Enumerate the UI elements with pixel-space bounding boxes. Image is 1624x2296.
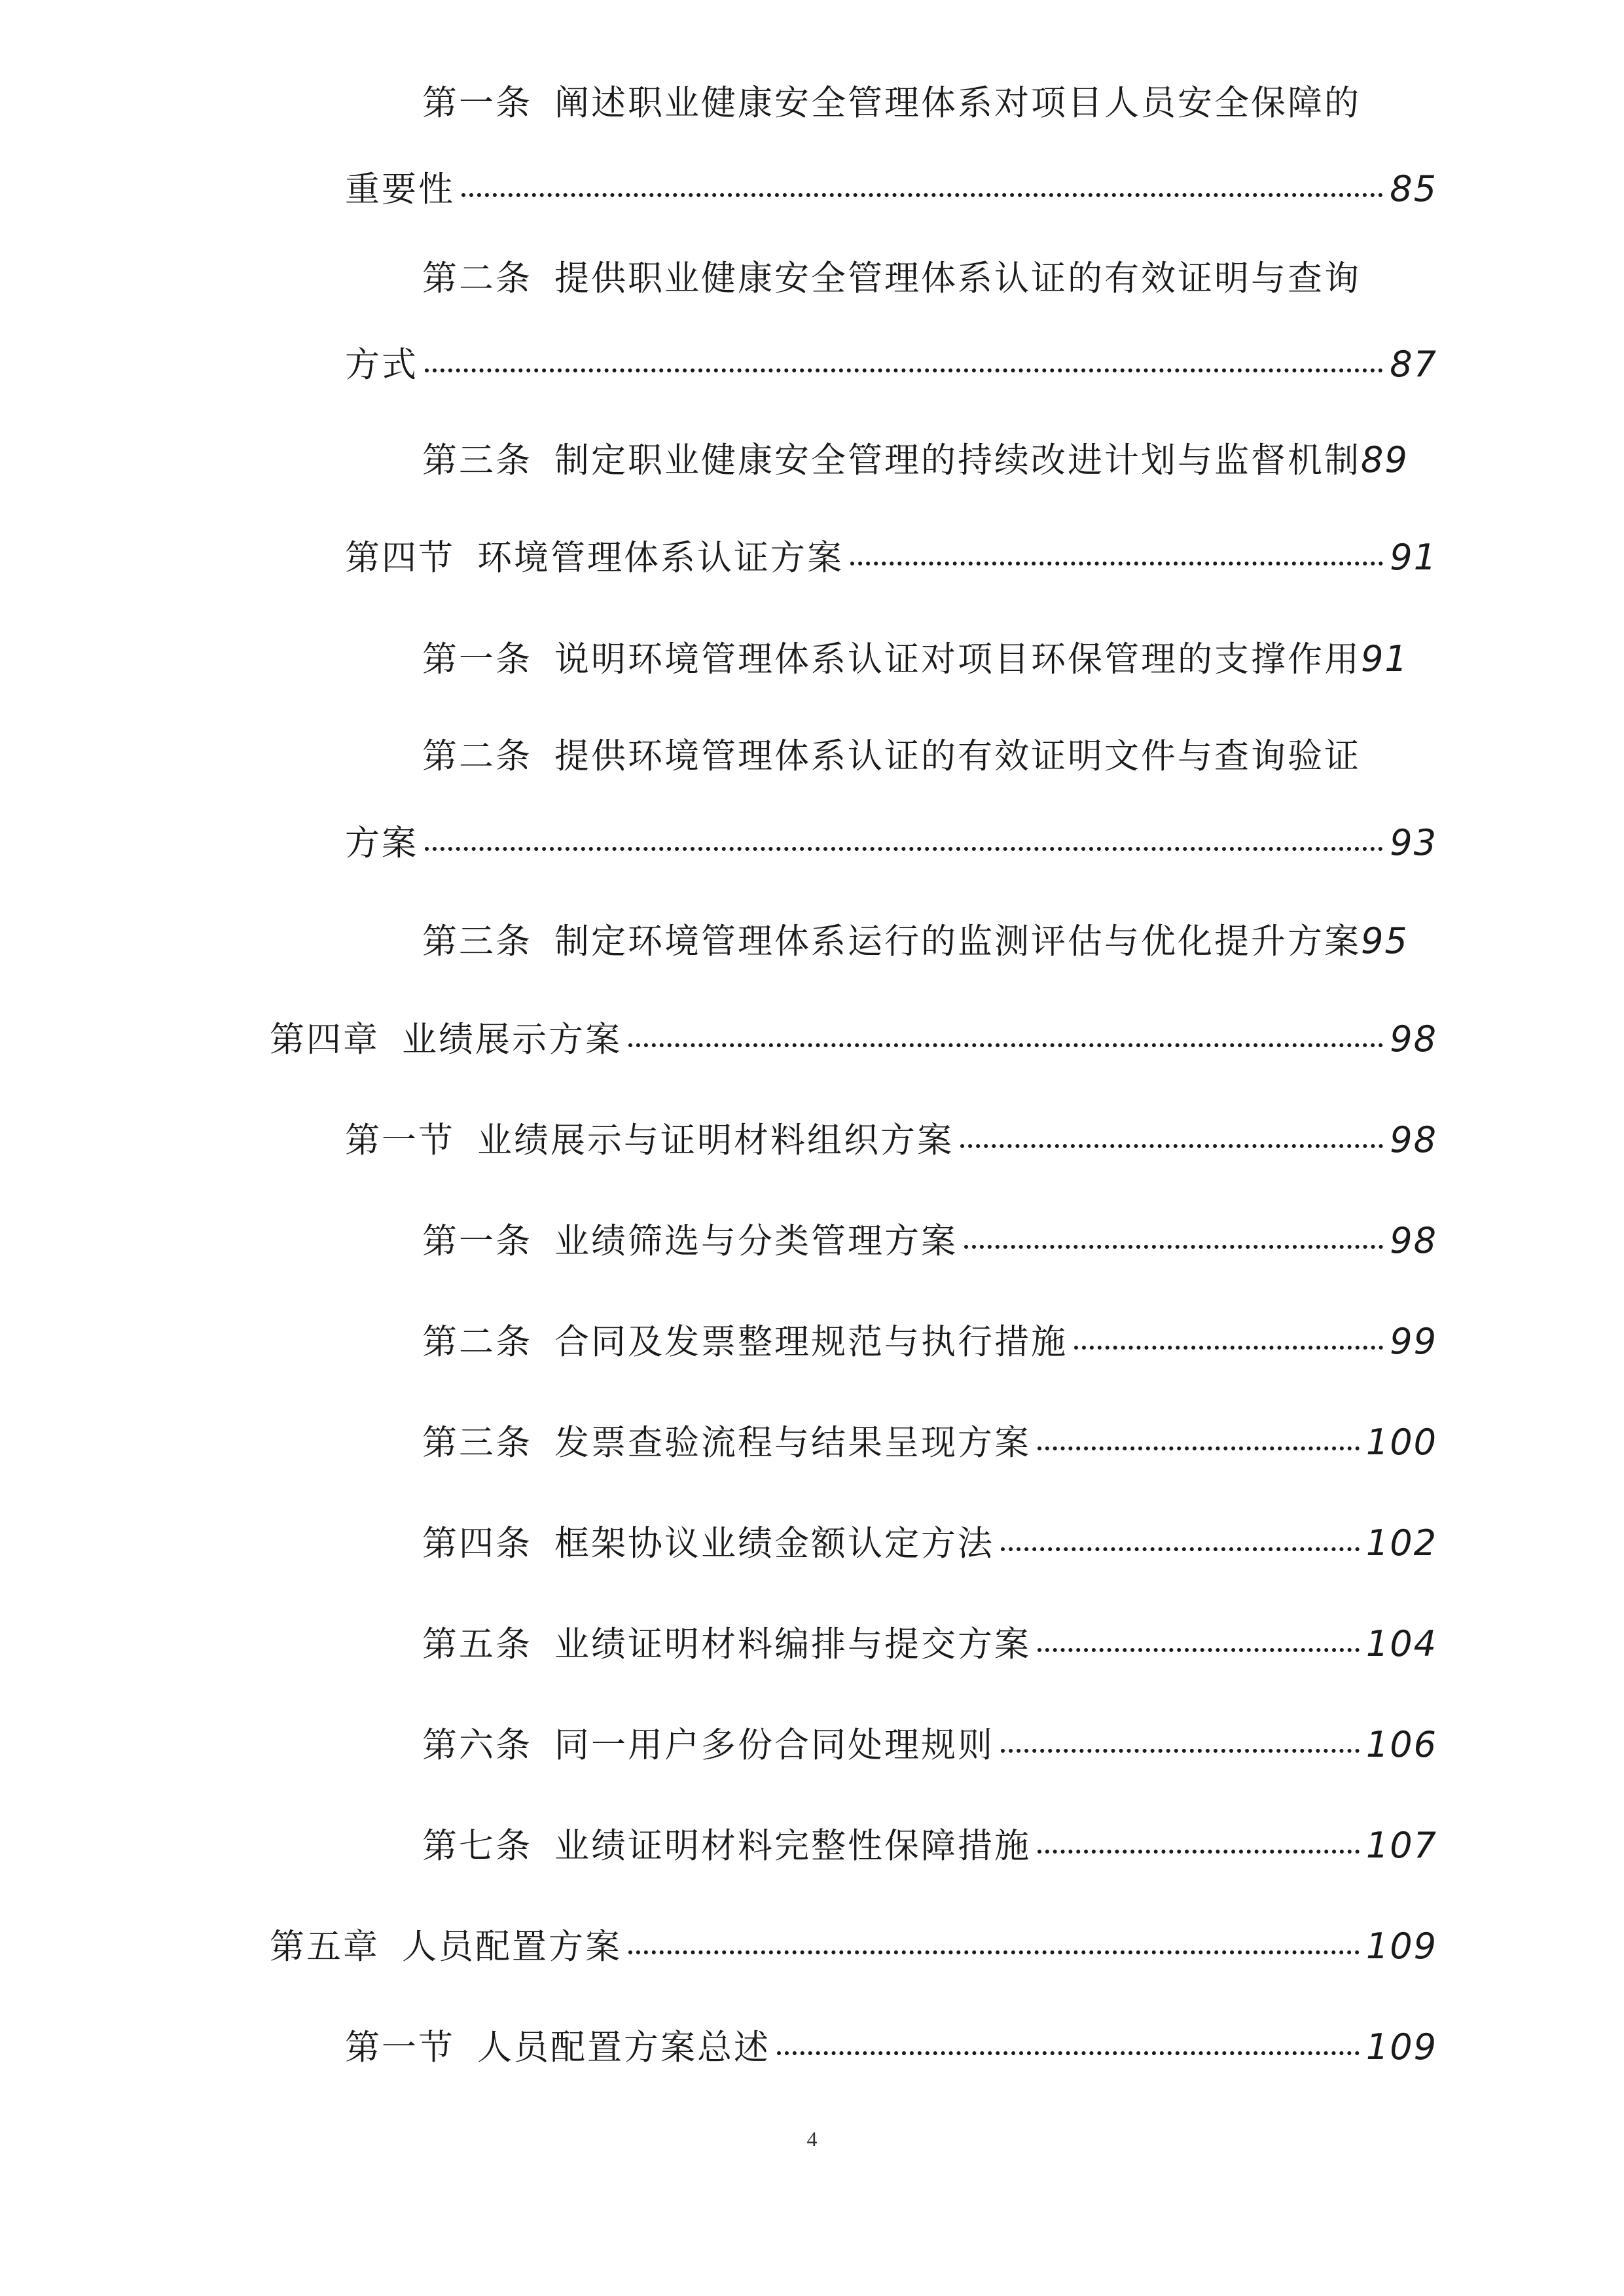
toc-leader-dots [1001,1749,1360,1753]
toc-entry[interactable] [270,1013,1437,1066]
toc-entry[interactable] [422,253,1437,305]
toc-page-number: 91 [1361,638,1409,679]
toc-entry-title: 方案 [345,823,418,863]
toc-entry-title: 业绩证明材料编排与提交方案 [554,1624,1031,1664]
toc-leader-dots [777,2051,1360,2055]
toc-entry-label: 第六条 [422,1725,532,1765]
toc-entry-title: 业绩展示与证明材料组织方案 [477,1121,954,1160]
toc-leader-dots [1038,1446,1360,1450]
page-number-footer: 4 [806,2127,818,2151]
toc-entry-label: 第三条 [422,1423,532,1463]
toc-entry[interactable] [270,1920,1437,1973]
toc-entry[interactable] [422,1316,1437,1368]
toc-entry-title: 业绩筛选与分类管理方案 [554,1221,958,1261]
toc-entry[interactable] [422,633,1459,685]
toc-entry[interactable] [422,1215,1437,1267]
toc-leader-dots [461,193,1383,197]
toc-entry[interactable] [345,2021,1437,2073]
toc-entry-label: 第二条 [422,259,532,298]
toc-entry-title: 环境管理体系认证方案 [477,538,844,578]
toc-entry[interactable] [422,730,1437,783]
toc-entry-title: 提供环境管理体系认证的有效证明文件与查询验证 [554,736,1361,776]
toc-entry-title: 人员配置方案 [402,1927,622,1967]
toc-entry[interactable] [422,77,1437,130]
toc-page-number: 99 [1390,1321,1437,1362]
toc-page-number: 89 [1361,439,1409,480]
toc-page-number: 98 [1390,1220,1437,1261]
toc-page-number: 87 [1390,344,1437,385]
toc-entry[interactable] [422,434,1459,486]
toc-entry-title: 合同及发票整理规范与执行措施 [554,1322,1068,1362]
toc-page-number: 98 [1390,1119,1437,1160]
toc-entry-title: 业绩证明材料完整性保障措施 [554,1826,1031,1866]
toc-entry[interactable] [422,1517,1437,1570]
toc-entry-continuation[interactable] [345,163,1437,215]
toc-leader-dots [850,562,1383,565]
toc-entry[interactable] [422,1618,1437,1670]
toc-entry-label: 第三条 [422,440,532,480]
toc-entry-label: 第二条 [422,1322,532,1362]
toc-page-number: 91 [1390,537,1437,578]
toc-entry-title: 阐述职业健康安全管理体系对项目人员安全保障的 [554,83,1361,123]
toc-entry-label: 第一节 [345,2028,455,2068]
toc-entry[interactable] [345,1114,1437,1166]
toc-entry-label: 第一条 [422,1221,532,1261]
toc-page-number: 95 [1361,920,1409,961]
toc-entry-title: 制定环境管理体系运行的监测评估与优化提升方案 [554,922,1361,961]
toc-entry-label: 第二条 [422,736,532,776]
toc-entry-continuation[interactable] [345,817,1437,869]
toc-leader-dots [1074,1346,1383,1350]
toc-entry-title: 说明环境管理体系认证对项目环保管理的支撑作用 [554,639,1361,679]
toc-entry-title: 方式 [345,345,418,385]
toc-leader-dots [960,1144,1383,1148]
toc-page-number: 109 [1365,1926,1437,1967]
toc-entry-label: 第四条 [422,1524,532,1564]
toc-leader-dots [628,1950,1360,1954]
toc-page-number: 106 [1365,1724,1437,1765]
toc-leader-dots [1038,1648,1360,1652]
toc-entry[interactable] [422,1820,1437,1872]
toc-entry[interactable] [422,1719,1437,1771]
toc-leader-dots [1001,1547,1360,1551]
toc-entry-label: 第五条 [422,1624,532,1664]
toc-entry-title: 制定职业健康安全管理的持续改进计划与监督机制 [554,440,1361,480]
toc-page-number: 109 [1365,2026,1437,2068]
toc-entry-title: 框架协议业绩金额认定方法 [554,1524,994,1564]
toc-entry-title: 业绩展示方案 [402,1020,622,1060]
toc-entry[interactable] [345,531,1437,584]
toc-entry-title: 人员配置方案总述 [477,2028,770,2068]
toc-entry-label: 第四节 [345,538,455,578]
toc-entry-continuation[interactable] [345,338,1437,391]
toc-entry-label: 第五章 [270,1927,380,1967]
toc-entry-label: 第一节 [345,1121,455,1160]
toc-leader-dots [964,1245,1383,1249]
toc-entry-title: 同一用户多份合同处理规则 [554,1725,994,1765]
toc-leader-dots [425,368,1383,372]
toc-page-number: 102 [1365,1522,1437,1564]
toc-entry-label: 第四章 [270,1020,380,1060]
toc-entry[interactable] [422,1416,1437,1469]
toc-leader-dots [1038,1850,1360,1854]
toc-entry[interactable] [422,915,1459,967]
toc-entry-label: 第七条 [422,1826,532,1866]
toc-entry-label: 第一条 [422,83,532,123]
toc-entry-label: 第三条 [422,922,532,961]
toc-page-number: 104 [1365,1623,1437,1664]
toc-entry-title: 提供职业健康安全管理体系认证的有效证明与查询 [554,259,1361,298]
toc-page-number: 98 [1390,1018,1437,1060]
toc-page-number: 107 [1365,1825,1437,1866]
toc-leader-dots [628,1043,1383,1047]
toc-leader-dots [425,847,1383,851]
toc-entry-label: 第一条 [422,639,532,679]
toc-entry-title: 重要性 [345,170,455,209]
toc-page-number: 100 [1365,1422,1437,1463]
toc-entry-title: 发票查验流程与结果呈现方案 [554,1423,1031,1463]
toc-page-number: 93 [1390,822,1437,863]
toc-page-number: 85 [1390,168,1437,209]
